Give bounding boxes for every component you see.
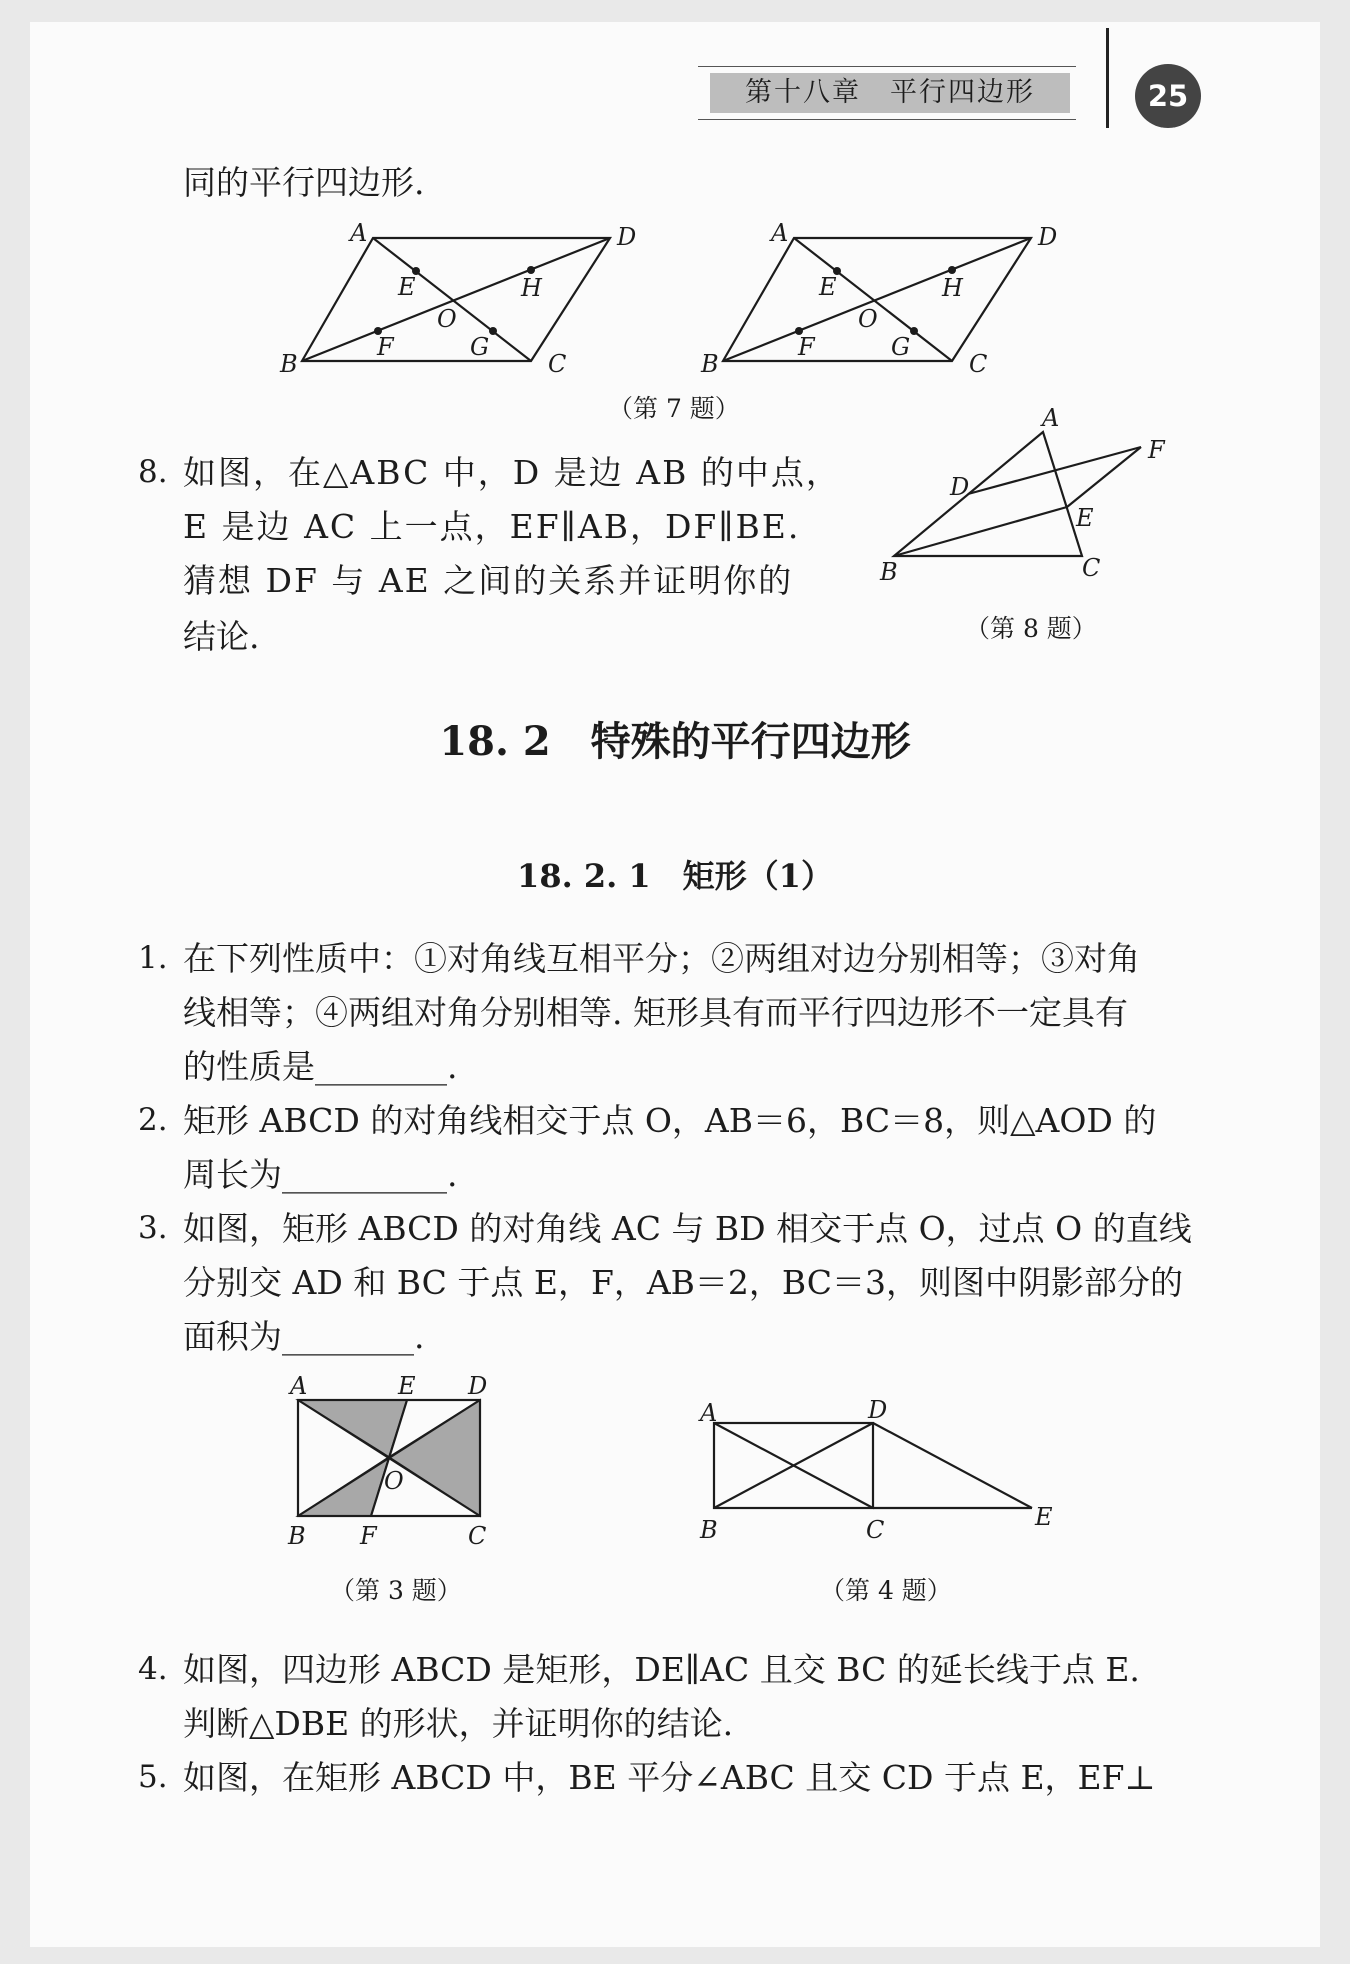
label-g: G <box>470 333 490 361</box>
label-b: B <box>700 1516 718 1544</box>
q1-line-2: 线相等；④两组对角分别相等. 矩形具有而平行四边形不一定具有 <box>183 993 1128 1032</box>
fig4-caption: （第 4 题） <box>820 1576 952 1605</box>
label-a: A <box>1042 404 1060 432</box>
label-e: E <box>1035 1503 1053 1531</box>
q8-caption: （第 8 题） <box>965 614 1097 643</box>
q2-line-2: 周长为__________. <box>183 1155 458 1194</box>
segment-de <box>873 1423 1032 1508</box>
label-b: B <box>288 1522 306 1550</box>
label-a: A <box>290 1372 308 1400</box>
q8-number: 8. <box>138 454 168 490</box>
q1-number: 1. <box>138 940 168 976</box>
label-b: B <box>880 558 898 586</box>
label-b: B <box>701 350 719 378</box>
q8-line-2: E 是边 AC 上一点，EF∥AB，DF∥BE. <box>183 507 801 546</box>
q3-number: 3. <box>138 1210 168 1246</box>
label-a: A <box>350 219 368 247</box>
fig3-caption: （第 3 题） <box>330 1576 462 1605</box>
label-e: E <box>1076 504 1094 532</box>
label-d: D <box>950 473 970 501</box>
label-a: A <box>771 219 789 247</box>
q2-line-1: 矩形 ABCD 的对角线相交于点 O，AB＝6，BC＝8，则△AOD 的 <box>183 1101 1157 1140</box>
chapter-title: 第十八章 平行四边形 <box>710 73 1070 113</box>
q8-line-4: 结论. <box>183 617 260 656</box>
page-number: 25 <box>1135 64 1201 128</box>
label-c: C <box>468 1522 487 1550</box>
label-e: E <box>398 273 416 301</box>
label-f: F <box>377 333 394 361</box>
q4-line-1: 如图，四边形 ABCD 是矩形，DE∥AC 且交 BC 的延长线于点 E. <box>183 1650 1140 1689</box>
label-o: O <box>858 305 878 333</box>
subsection-title: 18. 2. 1 矩形（1） <box>517 857 833 895</box>
label-o: O <box>384 1467 404 1495</box>
label-c: C <box>969 350 988 378</box>
q4-line-2: 判断△DBE 的形状，并证明你的结论. <box>183 1704 734 1743</box>
label-d: D <box>468 1372 488 1400</box>
label-c: C <box>866 1516 885 1544</box>
q3-line-3: 面积为________. <box>183 1317 425 1356</box>
label-g: G <box>891 333 911 361</box>
q2-number: 2. <box>138 1102 168 1138</box>
label-o: O <box>437 305 457 333</box>
q8-line-1: 如图，在△ABC 中，D 是边 AB 的中点， <box>183 453 841 492</box>
label-f: F <box>360 1522 377 1550</box>
q7-continuation: 同的平行四边形. <box>183 163 425 202</box>
label-d: D <box>1038 223 1058 251</box>
label-c: C <box>1082 554 1101 582</box>
q5-line-1: 如图，在矩形 ABCD 中，BE 平分∠ABC 且交 CD 于点 E，EF⊥ <box>183 1758 1156 1797</box>
label-d: D <box>617 223 637 251</box>
q1-line-1: 在下列性质中：①对角线互相平分；②两组对边分别相等；③对角 <box>183 939 1140 978</box>
label-d: D <box>868 1396 888 1424</box>
q7-caption: （第 7 题） <box>608 394 740 423</box>
label-f: F <box>1148 436 1165 464</box>
label-c: C <box>548 350 567 378</box>
label-b: B <box>280 350 298 378</box>
q1-line-3: 的性质是________. <box>183 1047 458 1086</box>
label-h: H <box>521 274 542 302</box>
q4-number: 4. <box>138 1651 168 1687</box>
label-e: E <box>398 1372 416 1400</box>
q5-number: 5. <box>138 1759 168 1795</box>
label-a: A <box>700 1399 718 1427</box>
label-e: E <box>819 273 837 301</box>
label-f: F <box>798 333 815 361</box>
q3-line-2: 分别交 AD 和 BC 于点 E，F，AB＝2，BC＝3，则图中阴影部分的 <box>183 1263 1184 1302</box>
q8-line-3: 猜想 DF 与 AE 之间的关系并证明你的 <box>183 561 794 600</box>
label-h: H <box>942 274 963 302</box>
q3-line-1: 如图，矩形 ABCD 的对角线 AC 与 BD 相交于点 O，过点 O 的直线 <box>183 1209 1192 1248</box>
section-title: 18. 2 特殊的平行四边形 <box>439 718 911 765</box>
